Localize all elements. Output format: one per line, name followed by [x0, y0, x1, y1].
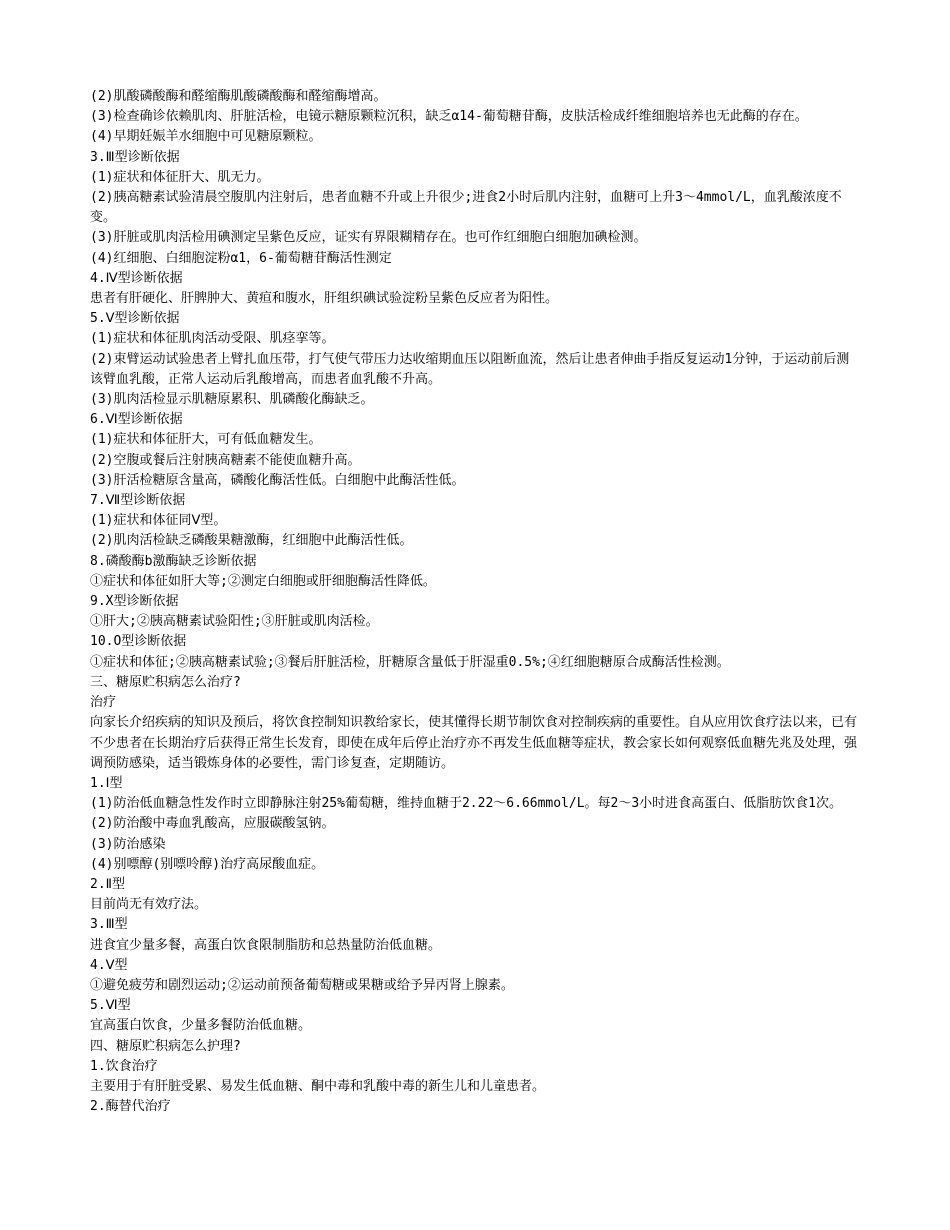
text-line: (1)症状和体征肌肉活动受限、肌痉挛等。: [90, 331, 335, 347]
text-line: 主要用于有肝脏受累、易发生低血糖、酮中毒和乳酸中毒的新生儿和儿童患者。: [90, 1078, 546, 1094]
text-line: ①肝大;②胰高糖素试验阳性;③肝脏或肌肉活检。: [90, 614, 379, 630]
section-heading: 1.饮食治疗: [90, 1058, 158, 1074]
section-heading: 3.Ⅲ型诊断依据: [90, 149, 180, 165]
section-heading: 4.Ⅴ型: [90, 957, 128, 973]
chapter-heading: 四、糖原贮积病怎么护理?: [90, 1038, 241, 1054]
section-heading: 2.Ⅱ型: [90, 876, 126, 892]
chapter-heading: 三、糖原贮积病怎么治疗?: [90, 674, 241, 690]
text-line: (2)空腹或餐后注射胰高糖素不能使血糖升高。: [90, 452, 361, 468]
text-line: (1)症状和体征同Ⅴ型。: [90, 513, 227, 529]
text-line: (2)胰高糖素试验清晨空腹肌内注射后，患者血糖不升或上升很少;进食2小时后肌内注射，血糖可上升3～4mmol/L，血乳酸浓度不变。: [90, 190, 842, 226]
text-line: (2)肌肉活检缺乏磷酸果糖激酶，红细胞中此酶活性低。: [90, 533, 413, 549]
section-heading: 8.磷酸酶b激酶缺乏诊断依据: [90, 553, 257, 569]
text-line: ①避免疲劳和剧烈运动;②运动前预备葡萄糖或果糖或给予异丙肾上腺素。: [90, 977, 514, 993]
section-heading: 治疗: [90, 695, 117, 711]
text-line: (4)红细胞、白细胞淀粉α1，6-葡萄糖苷酶活性测定: [90, 250, 392, 266]
text-line: 目前尚无有效疗法。: [90, 897, 208, 913]
text-line: (2)肌酸磷酸酶和醛缩酶肌酸磷酸酶和醛缩酶增高。: [90, 89, 387, 104]
text-line: (2)防治酸中毒血乳酸高，应服碳酸氢钠。: [90, 816, 335, 832]
section-heading: 7.Ⅶ型诊断依据: [90, 493, 186, 509]
section-heading: 5.Ⅴ型诊断依据: [90, 311, 180, 327]
text-line: (4)早期妊娠羊水细胞中可见糖原颗粒。: [90, 129, 322, 145]
text-line: (3)检查确诊依赖肌肉、肝脏活检，电镜示糖原颗粒沉积，缺乏α14-葡萄糖苷酶，皮肤活检成纤维细胞培养也无此酶的存在。: [90, 109, 808, 125]
text-line: ①症状和体征如肝大等;②测定白细胞或肝细胞酶活性降低。: [90, 573, 436, 589]
text-line: (3)肌肉活检显示肌糖原累积、肌磷酸化酶缺乏。: [90, 392, 374, 408]
text-line: (3)肝脏或肌肉活检用碘测定呈紫色反应，证实有界限糊精存在。也可作红细胞白细胞加碘检测。: [90, 230, 647, 246]
section-heading: 4.Ⅳ型诊断依据: [90, 270, 183, 286]
text-line: (1)防治低血糖急性发作时立即静脉注射25%葡萄糖，维持血糖于2.22～6.66mmol/L。每2～3小时进食高蛋白、低脂肪饮食1次。: [90, 796, 843, 812]
document-body: [90, 87, 862, 1117]
text-line: (1)症状和体征肝大，可有低血糖发生。: [90, 432, 322, 448]
text-line: (1)症状和体征肝大、肌无力。: [90, 169, 270, 185]
text-line: 宜高蛋白饮食，少量多餐防治低血糖。: [90, 1018, 312, 1034]
text-line: ①症状和体征;②胰高糖素试验;③餐后肝脏活检，肝糖原含量低于肝湿重0.5%;④红细胞糖原合成酶活性检测。: [90, 654, 730, 670]
section-heading: 6.Ⅵ型诊断依据: [90, 412, 183, 428]
text-line: (3)防治感染: [90, 836, 166, 852]
text-line: 患者有肝硬化、肝脾肿大、黄疸和腹水，肝组织碘试验淀粉呈紫色反应者为阳性。: [90, 291, 559, 307]
text-line: (2)束臂运动试验患者上臂扎血压带，打气使气带压力达收缩期血压以阻断血流，然后让患者伸曲手指反复运动1分钟，于运动前后测该臂血乳酸，正常人运动后乳酸增高，而患者血乳酸不升高。: [90, 351, 850, 387]
text-line: (3)肝活检糖原含量高，磷酸化酶活性低。白细胞中此酶活性低。: [90, 472, 465, 488]
text-line: 进食宜少量多餐，高蛋白饮食限制脂肪和总热量防治低血糖。: [90, 937, 442, 953]
text-line: 向家长介绍疾病的知识及预后，将饮食控制知识教给家长，使其懂得长期节制饮食对控制疾病的重要性。自从应用饮食疗法以来，已有不少患者在长期治疗后获得正常生长发育，即使在成年后停止治疗亦不再发生低血糖等症状，教会家长如何观察低血糖先兆及处理，强调预防感染，适当锻炼身体的必要性，需门诊复查，定期随访。: [90, 715, 858, 771]
section-heading: 1.Ⅰ型: [90, 775, 123, 791]
section-heading: 2.酶替代治疗: [90, 1099, 171, 1115]
section-heading: 9.X型诊断依据: [90, 594, 179, 610]
section-heading: 10.O型诊断依据: [90, 634, 187, 650]
section-heading: 5.Ⅵ型: [90, 998, 131, 1014]
section-heading: 3.Ⅲ型: [90, 917, 128, 933]
text-line: (4)别嘌醇(别嘌呤醇)治疗高尿酸血症。: [90, 856, 325, 872]
